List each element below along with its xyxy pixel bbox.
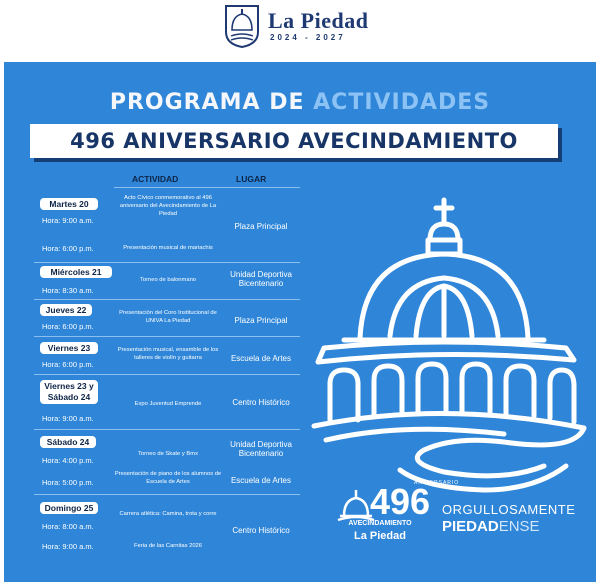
- activity-text: Presentación del Coro Institucional de UNIVA La Piedad: [119, 310, 217, 324]
- anniv-small-text: ANIVERSARIO: [414, 480, 460, 486]
- location-text: Escuela de Artes: [230, 354, 292, 363]
- activity-text: Carrera atlética: Camina, trota y corre: [119, 511, 217, 517]
- anniversary-banner: [30, 124, 558, 158]
- location-text: Plaza Principal: [234, 222, 288, 231]
- column-header-lugar: LUGAR: [236, 174, 267, 184]
- day-label: Miércoles 21: [40, 266, 112, 278]
- time-label: Hora: 8:00 a.m.: [42, 522, 94, 531]
- day-label: Viernes 23 y Sábado 24: [40, 380, 98, 404]
- location-text: Centro Histórico: [232, 526, 290, 535]
- slogan-line2: [442, 518, 540, 535]
- time-label: Hora: 8:30 a.m.: [42, 286, 94, 295]
- banner-text: 496 ANIVERSARIO AVECINDAMIENTO: [70, 129, 518, 153]
- column-header-actividad: ACTIVIDAD: [132, 174, 179, 184]
- divider: [34, 299, 300, 300]
- anniv-line2: La Piedad: [354, 530, 406, 542]
- divider: [34, 262, 300, 263]
- day-label: Sábado 24: [40, 436, 96, 448]
- location-text: Unidad Deportiva Bicentenario: [230, 270, 292, 288]
- slogan-line1: ORGULLOSAMENTE: [442, 502, 576, 517]
- time-label: Hora: 9:00 a.m.: [42, 216, 94, 225]
- activity-text: Torneo de Skate y Bmx: [138, 451, 198, 457]
- logo-years: 2024 - 2027: [270, 33, 346, 42]
- location-text: Unidad Deportiva Bicentenario: [230, 440, 292, 458]
- location-text: Plaza Principal: [234, 316, 288, 325]
- time-label: Hora: 9:00 a.m.: [42, 414, 94, 423]
- time-label: Hora: 9:00 a.m.: [42, 542, 94, 551]
- day-label: Viernes 23: [40, 342, 98, 354]
- day-label: Martes 20: [40, 198, 98, 210]
- divider: [34, 429, 300, 430]
- time-label: Hora: 6:00 p.m.: [42, 244, 94, 253]
- activity-text: Presentación musical de mariachis: [123, 245, 213, 251]
- logo-name: La Piedad: [268, 8, 369, 33]
- divider: [114, 187, 300, 188]
- activity-text: Expo Juventud Emprende: [134, 401, 202, 407]
- time-label: Hora: 6:00 p.m.: [42, 360, 94, 369]
- activity-text: Presentación musical, ensamble de los talleres de violín y guitarra: [117, 347, 219, 361]
- activity-text: Acto Cívico conmemorativo al 496 aniversario del Avecindamiento de La Piedad: [119, 195, 217, 217]
- time-label: Hora: 6:00 p.m.: [42, 322, 94, 331]
- title-part1: PROGRAMA DE: [109, 90, 314, 115]
- divider: [34, 336, 300, 337]
- time-label: Hora: 5:00 p.m.: [42, 478, 94, 487]
- anniv-number: 496: [370, 481, 430, 522]
- page-header: [0, 0, 600, 58]
- poster: [4, 62, 596, 582]
- title-part2: ACTIVIDADES: [313, 90, 491, 115]
- church-dome-illustration: [304, 190, 594, 510]
- slogan-piedad: PIEDAD: [442, 518, 499, 535]
- city-crest-icon: [224, 4, 260, 48]
- day-label: Domingo 25: [40, 502, 98, 514]
- divider: [34, 494, 300, 495]
- activity-text: Presentación de piano de los alumnos de Escuela de Artes: [114, 471, 222, 485]
- activity-text: Torneo de balonmano: [139, 277, 197, 283]
- slogan-ense: ENSE: [498, 518, 540, 535]
- divider: [34, 374, 300, 375]
- location-text: Escuela de Artes: [230, 476, 292, 485]
- program-title: [4, 90, 596, 115]
- activity-text: Feria de las Carnitas 2026: [134, 543, 202, 549]
- time-label: Hora: 4:00 p.m.: [42, 456, 94, 465]
- location-text: Centro Histórico: [232, 398, 290, 407]
- anniv-line1: AVECINDAMIENTO: [348, 520, 412, 527]
- day-label: Jueves 22: [40, 304, 92, 316]
